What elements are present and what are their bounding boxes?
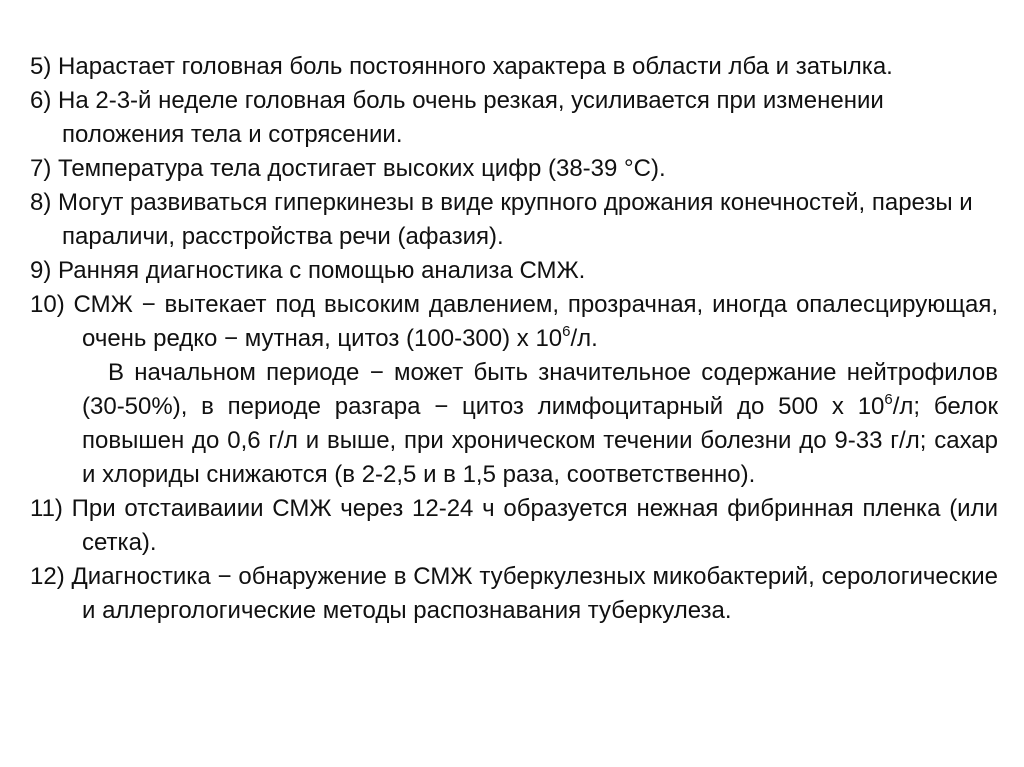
list-item-9 bbox=[30, 254, 998, 288]
item-text: На 2-3-й неделе головная боль очень резкая, усиливается при изменении положения тела и сотрясении. bbox=[58, 87, 884, 148]
slide-content bbox=[30, 50, 998, 628]
item-text: Могут развиваться гиперкинезы в виде крупного дрожания конечностей, парезы и параличи, расстройства речи (афазия). bbox=[58, 189, 973, 250]
item-number: 5) bbox=[30, 53, 52, 80]
list-item-10 bbox=[30, 288, 998, 356]
list-item-12 bbox=[30, 560, 998, 628]
item-text: Температура тела достигает высоких цифр (38-39 °С). bbox=[58, 155, 666, 182]
list-item-5 bbox=[30, 50, 998, 84]
item-number: 6) bbox=[30, 87, 52, 114]
item-number: 7) bbox=[30, 155, 52, 182]
item-text-end: /л. bbox=[570, 325, 598, 352]
item-number: 10) bbox=[30, 291, 65, 318]
list-item-10-paragraph bbox=[30, 356, 998, 492]
item-text: При отстаиваиии СМЖ через 12-24 ч образуется нежная фибринная пленка (или сетка). bbox=[71, 495, 998, 556]
superscript: 6 bbox=[884, 391, 893, 408]
item-text: Нарастает головная боль постоянного характера в области лба и затылка. bbox=[58, 53, 893, 80]
list-item-7 bbox=[30, 152, 998, 186]
paragraph-text: В начальном периоде − может быть значительное содержание нейтрофилов (30-50%), в периоде разгара − цитоз лимфоцитарный до 500 х 10 bbox=[82, 359, 998, 420]
item-text: Ранняя диагностика с помощью анализа СМЖ. bbox=[58, 257, 586, 284]
list-item-11 bbox=[30, 492, 998, 560]
list-item-8 bbox=[30, 186, 998, 254]
item-number: 9) bbox=[30, 257, 52, 284]
item-text: Диагностика − обнаружение в СМЖ туберкулезных микобактерий, серологические и аллергологические методы распознавания туберкулеза. bbox=[71, 563, 998, 624]
superscript: 6 bbox=[562, 323, 571, 340]
item-number: 12) bbox=[30, 563, 65, 590]
item-number: 11) bbox=[30, 495, 63, 522]
paragraph-text-end: /л; белок повышен до 0,6 г/л и выше, при хроническом течении болезни до 9-33 г/л; сахар и хлориды снижаются (в 2-2,5 и в 1,5 раза, соответственно). bbox=[82, 393, 998, 488]
item-number: 8) bbox=[30, 189, 52, 216]
item-text: СМЖ − вытекает под высоким давлением, прозрачная, иногда опалесцирующая, очень редко − мутная, цитоз (100-300) х 10 bbox=[73, 291, 998, 352]
list-item-6 bbox=[30, 84, 998, 152]
